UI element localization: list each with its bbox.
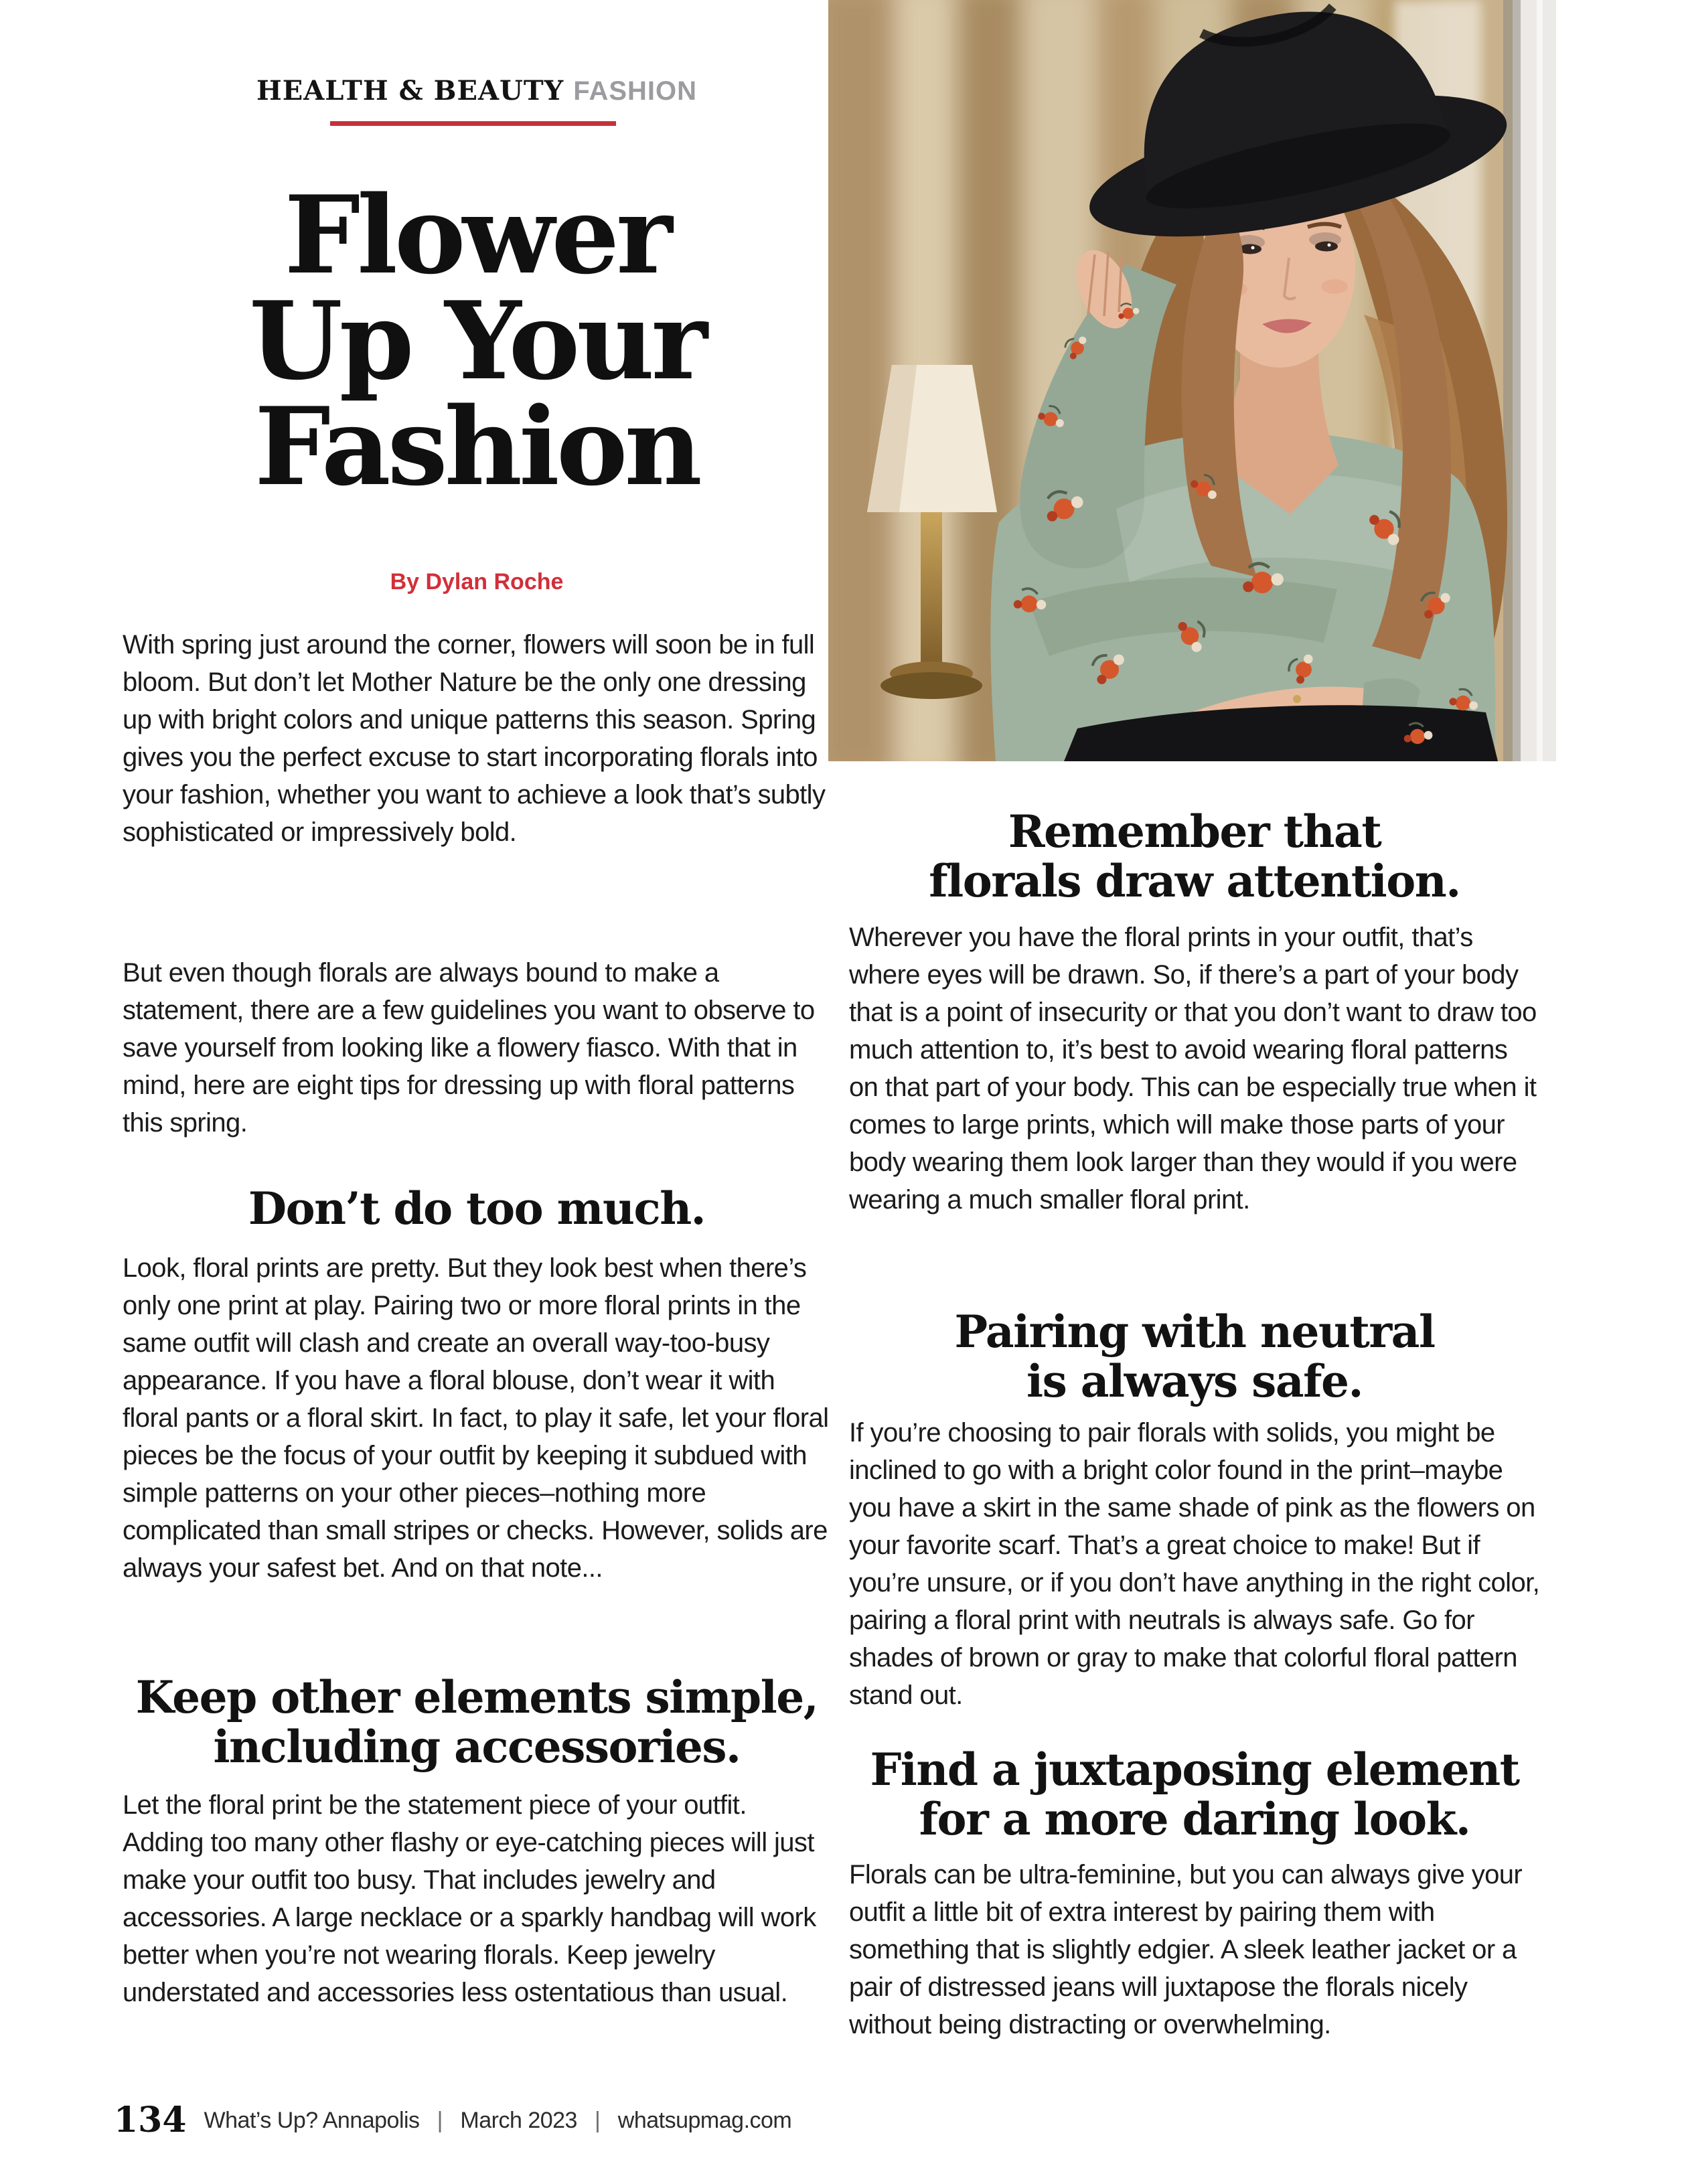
heading-line: Pairing with neutral	[954, 1306, 1435, 1358]
page-footer	[114, 2100, 1520, 2140]
photo-door-frame	[1503, 0, 1556, 761]
section-body-keep: Let the floral print be the statement piece of your outfit. Adding too many other flashy or eye-catching pieces will just make your outfit too busy. That includes jewelry and accessories. A large necklace or a sparkly handbag will work better when you’re not wearing florals. Keep jewelry understated and accessories less ostentatious than usual.	[123, 1790, 816, 2007]
footer-separator: |	[594, 2108, 601, 2133]
section-heading-dont	[123, 1184, 831, 1233]
article-photo	[828, 0, 1556, 761]
section-body-find: Florals can be ultra-feminine, but you can always give your outfit a little bit of extra interest by pairing them with something that is slightly edgier. A sleek leather jacket or a pair of distressed jeans will juxtapose the florals nicely without being distracting or overwhelming.	[849, 1860, 1523, 2039]
section-heading-remember	[849, 807, 1540, 906]
section-body-remember: Wherever you have the floral prints in your outfit, that’s where eyes will be drawn. So, if there’s a part of your body that is a point of insecurity or that you don’t want to draw too much attention to, it’s best to avoid wearing floral patterns on that part of your body. This can be especially true when it comes to large prints, which will make those parts of your body wearing them look larger than they would if you were wearing a much smaller floral print.	[849, 923, 1537, 1215]
footer-magazine: What’s Up? Annapolis	[204, 2108, 420, 2133]
footer-issue: March 2023	[460, 2108, 577, 2133]
page-number: 134	[114, 2100, 187, 2140]
kicker	[123, 75, 831, 106]
title-line-2: Up Your	[249, 278, 704, 404]
section-body-dont: Look, floral prints are pretty. But they look best when there’s only one print at play. Pairing two or more floral prints in the same outfit will clash and create an overall way-too-busy appearance. If you have a floral blouse, don’t wear it with floral pants or a floral skirt. In fact, to play it safe, let your floral pieces be the focus of your outfit by keeping it subdued with simple patterns on your other pieces–nothing more complicated than small stripes or checks. However, solids are always your safest bet. And on that note...	[123, 1253, 829, 1583]
heading-line: Don’t do too much.	[248, 1182, 706, 1235]
footer-separator: |	[437, 2108, 443, 2133]
intro-paragraph-2: But even though florals are always bound to make a statement, there are a few guidelines you want to observe to save yourself from looking like a flowery fiasco. With that in mind, here are eight tips for dressing up with floral patterns this spring.	[123, 958, 815, 1138]
title-line-1: Flower	[284, 172, 670, 298]
accent-rule	[330, 121, 616, 126]
heading-line: Keep other elements simple,	[135, 1671, 818, 1723]
heading-line: Remember that	[1008, 805, 1381, 858]
heading-line: for a more daring look.	[919, 1793, 1470, 1845]
article-title	[123, 172, 831, 510]
intro-paragraph-1: With spring just around the corner, flowers will soon be in full bloom. But don’t let Mother Nature be the only one dressing up with bright colors and unique patterns this season. Spring gives you the perfect excuse to start incorporating florals into your fashion, whether you want to achieve a look that’s subtly sophisticated or impressively bold.	[123, 630, 826, 847]
footer-website: whatsupmag.com	[617, 2108, 792, 2133]
section-heading-pairing	[849, 1307, 1540, 1406]
section-body-pairing: If you’re choosing to pair florals with solids, you might be inclined to go with a bright color found in the print–maybe you have a skirt in the same shade of pink as the flowers on your favorite scarf. That’s a great choice to make! But if you’re unsure, or if you don’t have anything in the right color, pairing a floral print with neutrals is always safe. Go for shades of brown or gray to make that colorful floral pattern stand out.	[849, 1418, 1540, 1710]
heading-line: florals draw attention.	[929, 855, 1460, 907]
heading-line: Find a juxtaposing element	[870, 1743, 1519, 1796]
kicker-secondary: FASHION	[573, 76, 698, 106]
kicker-primary: HEALTH & BEAUTY	[256, 75, 564, 106]
byline: By Dylan Roche	[390, 569, 564, 595]
section-heading-find	[849, 1745, 1540, 1844]
heading-line: is always safe.	[1026, 1355, 1363, 1407]
heading-line: including accessories.	[213, 1721, 741, 1773]
section-heading-keep	[123, 1672, 831, 1772]
title-line-3: Fashion	[254, 384, 699, 510]
